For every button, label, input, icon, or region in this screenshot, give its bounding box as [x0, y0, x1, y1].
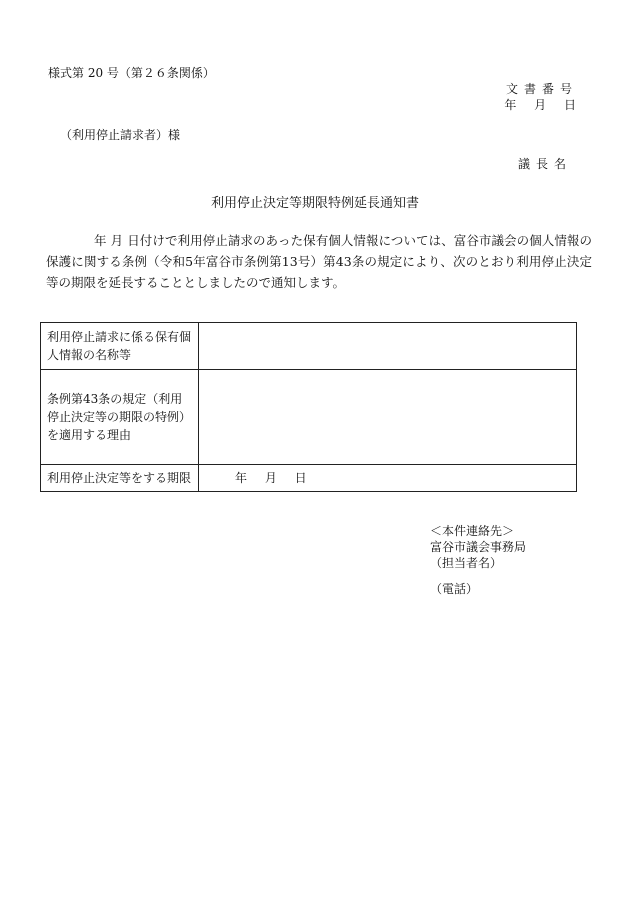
document-date-label: 年 月 日 — [504, 98, 578, 112]
table-label-deadline: 利用停止決定等をする期限 — [41, 465, 199, 492]
document-title: 利用停止決定等期限特例延長通知書 — [210, 196, 419, 211]
table-row — [41, 323, 577, 370]
contact-phone: （電話） — [430, 582, 479, 596]
table-value-reason[interactable] — [199, 370, 577, 465]
contact-person: （担当者名） — [430, 556, 503, 570]
contact-heading: ＜本件連絡先＞ — [430, 524, 515, 538]
table-row — [41, 370, 577, 465]
contact-block — [430, 523, 526, 597]
table-value-info-name[interactable] — [199, 323, 577, 370]
document-number-label: 文書番号 — [505, 82, 578, 96]
info-table — [40, 322, 577, 492]
table-label-info-name: 利用停止請求に係る保有個人情報の名称等 — [41, 323, 199, 370]
table-value-deadline[interactable]: 年 月 日 — [199, 465, 577, 492]
body-paragraph: 年 月 日付けで利用停止請求のあった保有個人情報については、富谷市議会の個人情報の保護に関する条例（令和5年富谷市条例第13号）第43条の規定により、次のとおり利用停止決定等の期限を延長することとしましたので通知します。 — [46, 233, 592, 290]
contact-office: 富谷市議会事務局 — [430, 540, 527, 554]
form-number: 様式第 20 号（第２６条関係） — [48, 66, 215, 80]
table-row — [41, 465, 577, 492]
table-label-reason: 条例第43条の規定（利用停止決定等の期限の特例）を適用する理由 — [41, 370, 199, 465]
chairman-name-label: 議長名 — [517, 157, 572, 171]
addressee: （利用停止請求者）様 — [60, 128, 181, 142]
